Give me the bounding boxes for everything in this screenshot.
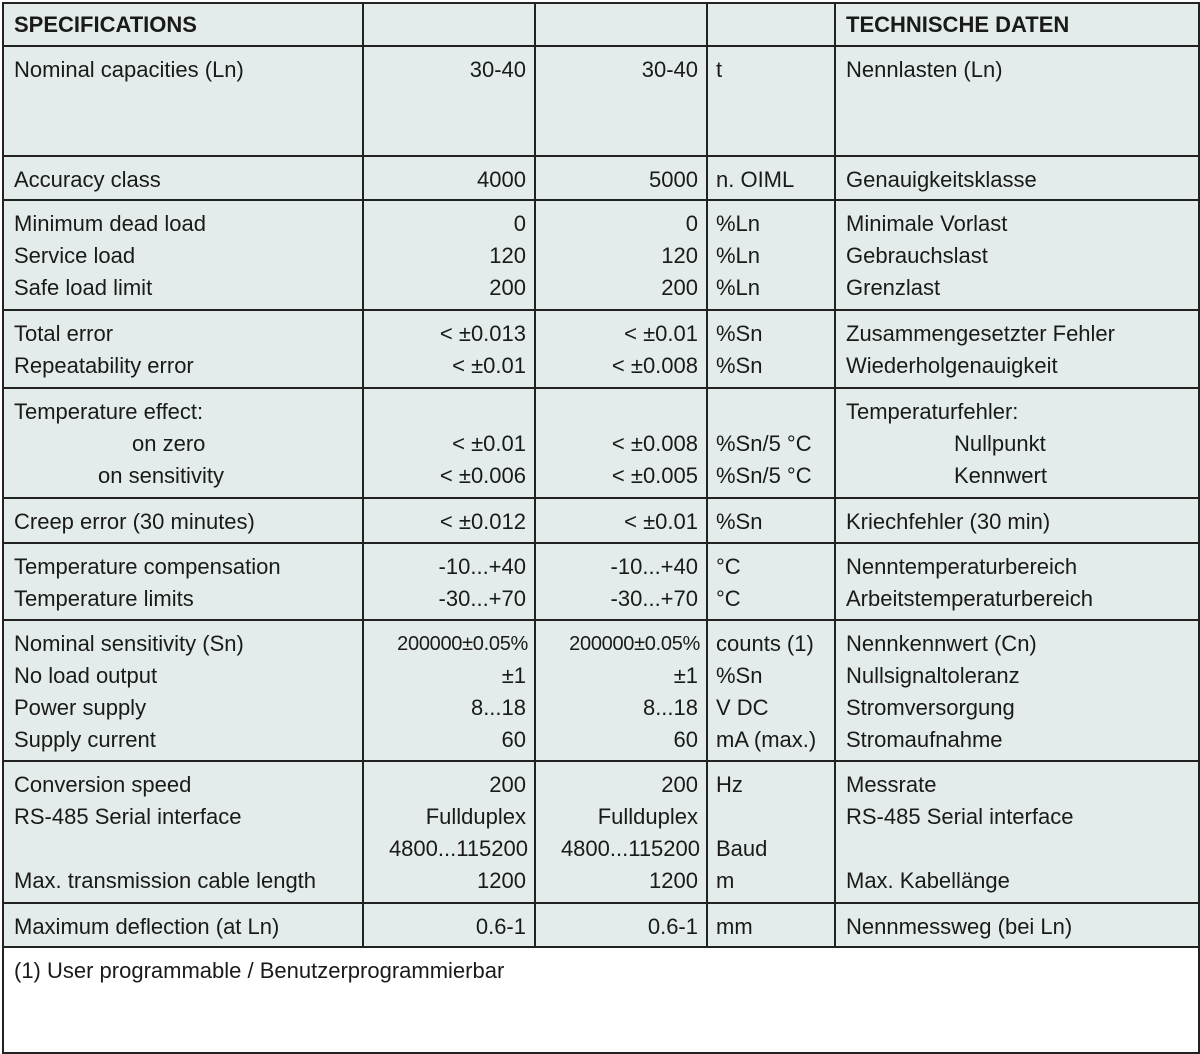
value-line: 4800...115200 — [388, 836, 528, 861]
label-line: on zero — [132, 431, 206, 456]
german-label-line: Genauigkeitsklasse — [846, 167, 1037, 192]
value-line: < ±0.008 — [611, 353, 698, 378]
table-row — [3, 310, 1199, 388]
header-technische-daten-cell — [835, 3, 1199, 46]
value-line: < ±0.013 — [439, 321, 526, 346]
unit-line: %Sn/5 °C — [716, 463, 812, 488]
value-line: 0 — [513, 211, 526, 236]
table-row — [3, 498, 1199, 543]
label-line: Power supply — [14, 695, 147, 720]
unit-line: %Sn — [716, 663, 763, 688]
value-line: < ±0.01 — [624, 321, 698, 346]
value-line: < ±0.008 — [611, 431, 698, 456]
unit-line: V DC — [716, 695, 769, 720]
unit-line: %Sn — [716, 321, 763, 346]
value-line: 200 — [489, 275, 526, 300]
table-row — [3, 156, 1199, 200]
label-line: Creep error (30 minutes) — [14, 509, 255, 534]
label-line: Minimum dead load — [14, 211, 206, 236]
table-row — [3, 388, 1199, 498]
value-line: 120 — [489, 243, 526, 268]
value-line: 1200 — [477, 868, 526, 893]
german-label-line: RS-485 Serial interface — [846, 804, 1074, 829]
german-label-line: Nennkennwert (Cn) — [846, 631, 1037, 656]
table-row — [3, 543, 1199, 620]
value-line: < ±0.01 — [452, 431, 526, 456]
unit-line: t — [716, 57, 723, 82]
label-line: Maximum deflection (at Ln) — [14, 914, 280, 939]
german-label-line: Max. Kabellänge — [846, 868, 1010, 893]
table-row — [3, 761, 1199, 903]
header-row — [3, 3, 1199, 46]
unit-line: n. OIML — [716, 167, 795, 192]
value-line: Fullduplex — [425, 804, 526, 829]
unit-line: %Sn/5 °C — [716, 431, 812, 456]
unit-line: counts (1) — [716, 631, 814, 656]
value-line: 4800...115200 — [560, 836, 700, 861]
unit-line: %Ln — [716, 275, 761, 300]
header-technische-daten: TECHNISCHE DATEN — [846, 11, 1070, 37]
german-label-line: Nenntemperaturbereich — [846, 554, 1078, 579]
value-line — [364, 396, 534, 428]
german-label-line: Nullsignaltoleranz — [846, 663, 1020, 688]
unit-line: m — [716, 868, 735, 893]
german-label-line: Arbeitstemperaturbereich — [846, 586, 1094, 611]
unit-line: mA (max.) — [716, 727, 817, 752]
german-label-line: Stromaufnahme — [846, 727, 1003, 752]
german-label-line: Kennwert — [954, 463, 1047, 488]
german-label-line: Gebrauchslast — [846, 243, 988, 268]
label-line: Temperature compensation — [14, 554, 281, 579]
unit-line: %Ln — [716, 211, 761, 236]
value-line: 60 — [501, 727, 526, 752]
unit-line: Baud — [716, 836, 768, 861]
unit-line: %Ln — [716, 243, 761, 268]
label-line: Safe load limit — [14, 275, 153, 300]
value-line: -10...+40 — [610, 554, 698, 579]
german-label-line: Messrate — [846, 772, 937, 797]
value-line: ±1 — [501, 663, 526, 688]
value-line: 5000 — [649, 167, 698, 192]
footnote-cell — [3, 947, 1199, 1053]
unit-line: %Sn — [716, 509, 763, 534]
value-line: 200 — [661, 275, 698, 300]
german-label-line: Temperaturfehler: — [846, 399, 1019, 424]
german-label-line: Zusammengesetzter Fehler — [846, 321, 1115, 346]
value-line: < ±0.012 — [439, 509, 526, 534]
label-line: Temperature limits — [14, 586, 194, 611]
german-label-line: Nennlasten (Ln) — [846, 57, 1003, 82]
value-line: 30-40 — [469, 57, 526, 82]
label-line: Total error — [14, 321, 114, 346]
value-line: -10...+40 — [438, 554, 526, 579]
label-line: No load output — [14, 663, 158, 688]
value-line: ±1 — [673, 663, 698, 688]
value-line: 200 — [661, 772, 698, 797]
table-row — [3, 46, 1199, 156]
german-label-line: Wiederholgenauigkeit — [846, 353, 1058, 378]
value-line: -30...+70 — [610, 586, 698, 611]
value-line: < ±0.01 — [624, 509, 698, 534]
value-line: -30...+70 — [438, 586, 526, 611]
value-line: 0.6-1 — [475, 914, 526, 939]
unit-line: mm — [716, 914, 753, 939]
german-label-line: Nullpunkt — [954, 431, 1046, 456]
value-line: 1200 — [649, 868, 698, 893]
header-specifications-cell — [3, 3, 363, 46]
value-line: < ±0.006 — [439, 463, 526, 488]
label-line: Max. transmission cable length — [14, 868, 317, 893]
specifications-table — [2, 2, 1200, 1054]
value-line: 60 — [673, 727, 698, 752]
value-line: 120 — [661, 243, 698, 268]
german-label-line — [836, 833, 1198, 865]
value-line — [536, 396, 706, 428]
unit-line: %Sn — [716, 353, 763, 378]
value-line: 0.6-1 — [647, 914, 698, 939]
table-row — [3, 903, 1199, 947]
value-line: 30-40 — [641, 57, 698, 82]
label-line — [4, 833, 362, 865]
unit-line — [708, 801, 834, 833]
unit-line: °C — [716, 554, 741, 579]
header-blank-cell — [363, 3, 535, 46]
german-label-line: Stromversorgung — [846, 695, 1015, 720]
header-specifications: SPECIFICATIONS — [14, 11, 197, 37]
value-line: 0 — [685, 211, 698, 236]
label-line: Nominal capacities (Ln) — [14, 57, 244, 82]
label-line: RS-485 Serial interface — [14, 804, 242, 829]
label-line: Supply current — [14, 727, 156, 752]
label-line: Temperature effect: — [14, 399, 204, 424]
unit-line: °C — [716, 586, 741, 611]
label-line: Repeatability error — [14, 353, 194, 378]
value-line: < ±0.005 — [611, 463, 698, 488]
label-line: Conversion speed — [14, 772, 192, 797]
table-row — [3, 620, 1199, 761]
value-line: 4000 — [477, 167, 526, 192]
table-row — [3, 200, 1199, 310]
german-label-line: Kriechfehler (30 min) — [846, 509, 1051, 534]
german-label-line: Nennmessweg (bei Ln) — [846, 914, 1073, 939]
unit-line: Hz — [716, 772, 743, 797]
unit-line — [708, 396, 834, 428]
value-line: 200000±0.05% — [397, 633, 528, 655]
value-line: < ±0.01 — [452, 353, 526, 378]
label-line: Service load — [14, 243, 136, 268]
german-label-line: Grenzlast — [846, 275, 941, 300]
label-line: Nominal sensitivity (Sn) — [14, 631, 244, 656]
label-line: Accuracy class — [14, 167, 161, 192]
value-line: 8...18 — [642, 695, 698, 720]
header-blank-cell — [707, 3, 835, 46]
header-blank-cell — [535, 3, 707, 46]
footnote-row — [3, 947, 1199, 1053]
value-line: Fullduplex — [597, 804, 698, 829]
value-line: 200000±0.05% — [569, 633, 700, 655]
value-line: 200 — [489, 772, 526, 797]
label-line: on sensitivity — [98, 463, 224, 488]
german-label-line: Minimale Vorlast — [846, 211, 1008, 236]
footnote: (1) User programmable / Benutzerprogrammierbar — [14, 958, 505, 983]
value-line: 8...18 — [470, 695, 526, 720]
